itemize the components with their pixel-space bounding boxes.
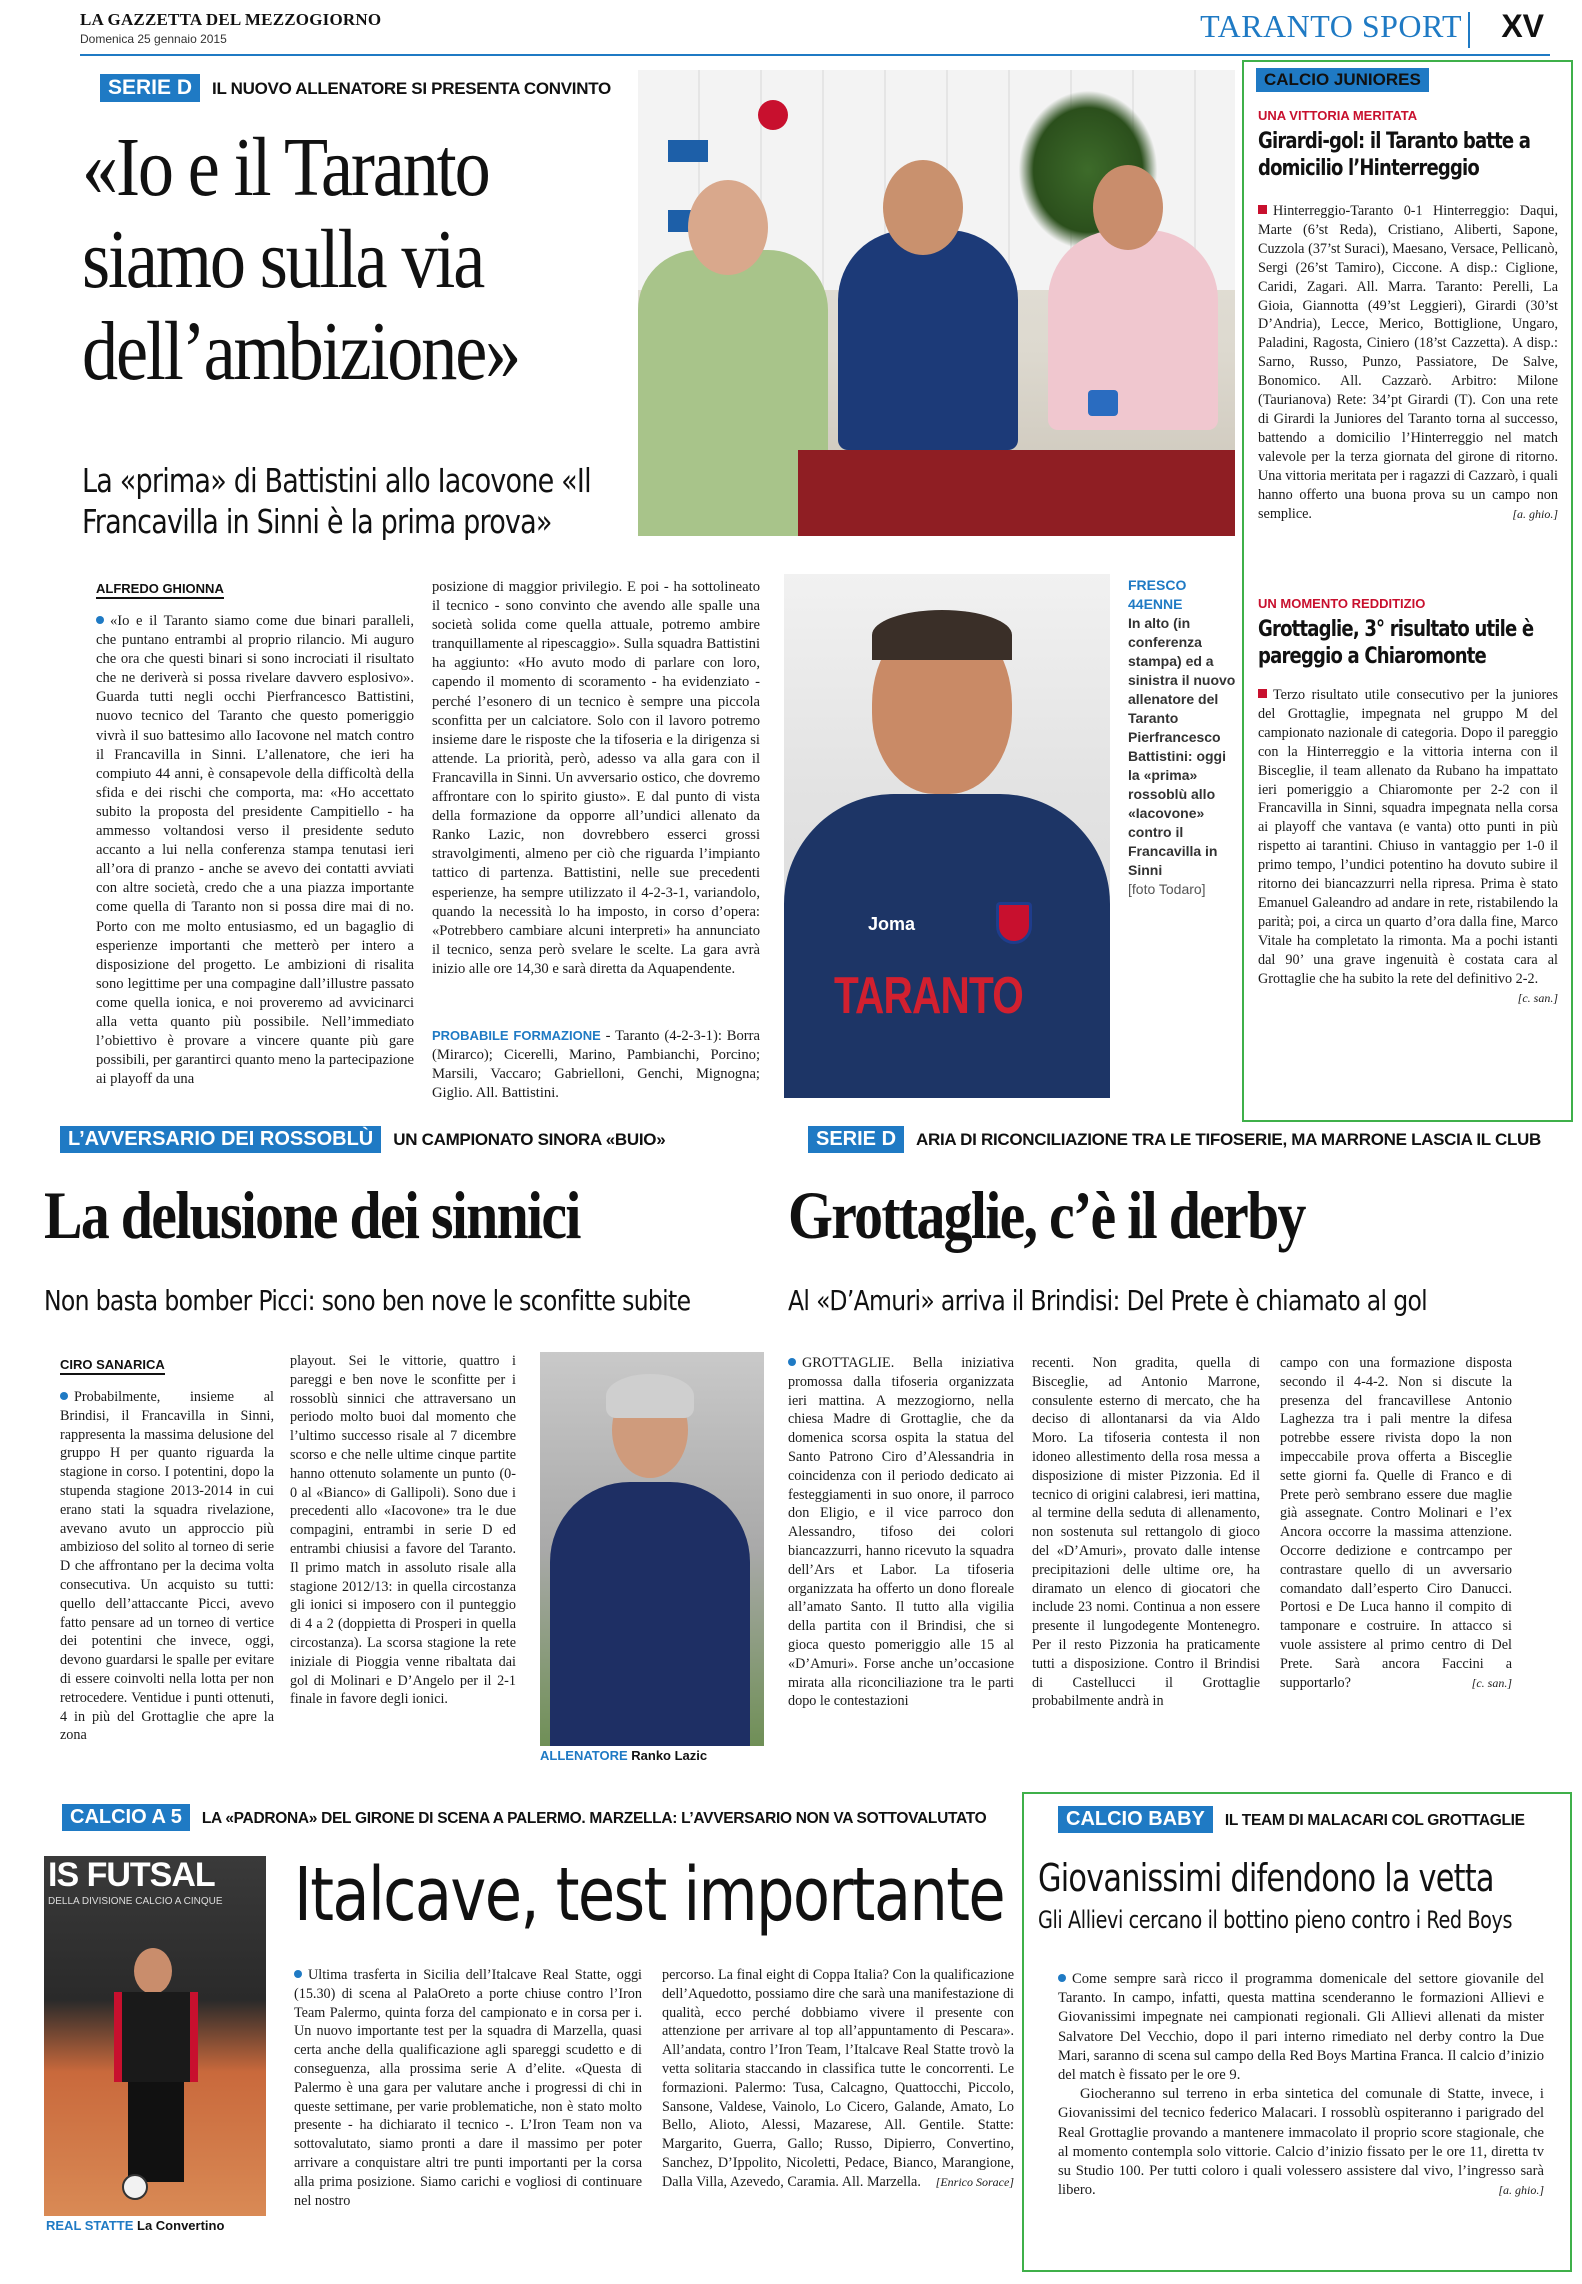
caption-credit: [foto Todaro] <box>1128 881 1206 897</box>
grottaglie-col2-text: recenti. Non gradita, quella di Bisceglie, ad Antonio Marrone, consulente esterno di mercato, che ha deciso di allontanarsi da via Aldo Moro. La tifoseria contesta il non idoneo allestimento della rosa messa a disposizione di mister Pizzonia. Ed il tecnico di origini calabresi, ieri mattina, al termine della seduta di allenamento, non sostenuta sul rettangolo di gioco del «D’Amuri», provato dalle intense precipitazioni delle ultime ore, ha diramato un elenco di giocatori che include 23 nomi. Continua a non essere presente il lungodegente Montenegro. Per il resto Pizzonia ha praticamente tutti a disposizione. Contro il Brindisi di Castellucci il Grottaglie probabilmente andrà in <box>1032 1355 1260 1710</box>
calcio5-column-1 <box>294 1966 642 2246</box>
caption-text: In alto (in conferenza stampa) ed a sinistra il nuovo allenatore del Taranto Pierfrancesco Battistini: oggi la «prima» rossoblù allo «Iacovone» contro il Francavilla in Sinni <box>1128 615 1236 878</box>
signature: [a. ghio.] <box>1512 506 1558 521</box>
sinnici-byline <box>60 1356 165 1375</box>
player-head <box>134 1948 172 1994</box>
grottaglie-column-2 <box>1032 1354 1260 1768</box>
juniores-box <box>1242 60 1573 1122</box>
lineup-label: PROBABILE FORMAZIONE <box>432 1028 601 1043</box>
lead-headline: «Io e il Taranto siamo sulla via dell’ambizione» <box>82 121 520 398</box>
baby-subhead: Gli Allievi cercano il bottino pieno contro i Red Boys <box>1038 1906 1513 1934</box>
calcio5-headline: Italcave, test importante <box>294 1852 1005 1938</box>
bullet-square-icon <box>1258 689 1267 698</box>
bullet-square-icon <box>1258 205 1267 214</box>
grottaglie-col3-text: campo con una formazione disposta secondo il 4-4-2. Non si discute la presenza del francavillese Antonio Laghezza tra i pali mentre la difesa potrebbe essere rivista dopo la non impeccabile prova offerta a Bisceglie sette giorni fa. Quelle di Franco e di Prete però sembrano essere due maglie già assegnate. Contro Molinari e l’ex Ancora occorre la massima attenzione. Occorre dedizione e contrcampo per contrastare quello di un avversario comandato dall’esperto Ciro Danucci. Portosi e De Luca hanno il compito di tamponare e costruire. In attacco si vuole assistere al primo centro di Del Prete. Sarà ancora Faccini a supportarlo? <box>1280 1355 1512 1691</box>
person-center-head <box>883 160 963 255</box>
bullet-dot-icon <box>96 616 104 624</box>
sinnici-subhead: Non basta bomber Picci: sono ben nove le sconfitte subite <box>44 1284 691 1317</box>
sinnici-kicker <box>60 1126 665 1153</box>
signature: [c. san.] <box>1517 990 1558 1005</box>
juniores-story1-headline: Girardi-gol: il Taranto batte a domicilio l’Hinterreggio <box>1258 129 1531 181</box>
portrait-hair <box>872 610 1012 660</box>
kicker-box: CALCIO BABY <box>1058 1806 1213 1833</box>
sinnici-col1-text: Probabilmente, insieme al Brindisi, il Francavilla in Sinni, rappresenta la massima delusione del gruppo H per quanto riguarda la stagione in corso. I potentini, dopo la stupenda stagione 2013-2014 in cui erano stati la squadra rivelazione, avevano avuto un approccio più ambizioso del solito al torneo di serie D che affrontano per la decima volta consecutiva. Un acquisto su tutti: quello dell’attaccante Picci, avevo fatto pensare ad un torneo di vertice dei potentini che invece, oggi, devono guardarsi le spalle per evitare di essere coinvolti nella lotta per non retrocedere. Ventidue i punti ottenuti, 4 in più del Grottaglie che apre la zona <box>60 1389 274 1744</box>
baby-paragraph-1 <box>1058 1970 1544 2085</box>
kicker-text: IL NUOVO ALLENATORE SI PRESENTA CONVINTO <box>212 79 611 98</box>
caption-name: Ranko Lazic <box>631 1748 708 1763</box>
baby-body2-text: Giocheranno sul terreno in erba sintetica del comunale di Statte, invece, i Giovanissimi del tecnico federico Malacari. I rossoblù ospiteranno i parigrado del Real Grottaglie provando a mantenere immacolato il proprio score stagionale, che al momento contempla solo vittorie. Calcio d’inizio fissato per le ore 11, diretta tv su Studio 100. Per tutti coloro i quali volessero assistere dal vivo, l’ingresso sarà libero. <box>1058 2086 1544 2199</box>
person-right-head <box>1093 165 1163 250</box>
juniores-story2-headline: Grottaglie, 3° risultato utile è pareggio a Chiaromonte <box>1258 617 1534 669</box>
ball-icon <box>122 2174 148 2200</box>
grottaglie-col1-text: GROTTAGLIE. Bella iniziativa promossa dalla tifoseria organizzata ieri mattina. A mezzogiorno, nella chiesa Madre di Grottaglie, che da domenica scorsa ospita la statua del Santo Patrono Ciro d’Alessandria in coincidenza con il periodo dedicato ai festeggiamenti in suo onore, il parroco don Eligio, e il vice parroco don Alessandro, tifoso dei colori biancazzurri, hanno ricevuto la squadra dell’Ars et Labor. La tifoseria organizzata ha offerto un dono floreale all’amato Santo. Il tutto alla vigilia della partita con il Brindisi, che si gioca questo pomeriggio alle 15 al «D’Amuri». Forse anche un’occasione mirata alla riconciliazione tra le parti dopo le contestazioni <box>788 1355 1014 1710</box>
baby-body1-text: Come sempre sarà ricco il programma domenicale del settore giovanile del Taranto. In campo, infatti, questa mattina scenderanno le formazioni Allievi e Giovanissimi impegnate nei campionati regionali. Gli Allievi allenati da mister Salvatore Del Vecchio, dopo il pari interno rimediato nel derby contro la Due Mari, saranno di scena sul campo della Red Boys Martina Franca. Il calcio d’inizio del match è fissato per le ore 9. <box>1058 1971 1544 2084</box>
juniores-story1-body <box>1258 202 1558 638</box>
calcio5-kicker <box>62 1804 986 1831</box>
grottaglie-column-3 <box>1280 1354 1512 1768</box>
lead-col1-text: «Io e il Taranto siamo come due binari paralleli, che puntano entrambi al proprio rilancio. Mi auguro che ora che questi binari si sono incrociati il risultato che ne deriverà si possa rivelare davvero esplosivo». Guarda tutti negli occhi Pierfrancesco Battistini, nuovo tecnico del Taranto che questo pomeriggio vivrà il suo battesimo allo Iacovone nel match contro il Francavilla in Sinni. L’allenatore, che ieri ha compiuto 44 anni, è consapevole della difficoltà della sfida e dei rischi che comporta, ma: «Ho accettato subito la proposta del presidente Campitiello - ha ammesso voltandosi verso il presidente seduto accanto a lui nella conferenza stampa tenutasi ieri all’ora di pranzo - anche se avevo dei contatti avviati con altre società, credo che a una piazza importante come quella di Taranto non si possa dire mai di no. Porto con me molto entusiasmo, ed un bagaglio di esperienze importanti che metterò per intero a disposizione del progetto. Le ambizioni di risalita sono legittime per una compagine dall’illustre passato come quella ionica, e noi proveremo ad avvicinarci alla vetta quanto più possibile. Nell’immediato l’obiettivo è provare a vincere quante più gare possibili, per garantirci quanto meno la partecipazione ai playoff da una <box>96 613 414 1088</box>
bullet-dot-icon <box>294 1970 302 1978</box>
bullet-dot-icon <box>788 1358 796 1366</box>
paper-name: LA GAZZETTA DEL MEZZOGIORNO <box>80 10 382 29</box>
juniores-story1-kicker: UNA VITTORIA MERITATA <box>1258 108 1418 123</box>
kicker-box: SERIE D <box>100 74 200 102</box>
lazic-hair <box>606 1374 694 1418</box>
futsal-photo <box>44 1856 266 2216</box>
press-conference-photo <box>638 70 1235 536</box>
caption-label: REAL STATTE <box>46 2218 134 2233</box>
press-table <box>798 450 1235 536</box>
portrait-caption <box>1128 576 1240 899</box>
jacket-brand: Joma <box>868 914 916 934</box>
signature: [c. san.] <box>1471 1675 1512 1690</box>
grottaglie-column-1 <box>788 1354 1014 1768</box>
caption-title: FRESCO 44ENNE <box>1128 577 1187 612</box>
baby-box <box>1022 1792 1572 2272</box>
sinnici-column-1 <box>60 1388 274 1768</box>
signature: [a. ghio.] <box>1498 2183 1544 2198</box>
person-left-head <box>688 180 768 275</box>
lineup-box <box>432 1026 760 1106</box>
masthead-rule <box>80 54 1550 56</box>
lead-kicker <box>100 74 611 102</box>
kicker-box: CALCIO A 5 <box>62 1804 190 1831</box>
baby-paragraph-2 <box>1058 2085 1544 2200</box>
bullet-dot-icon <box>60 1392 68 1400</box>
player-shirt <box>114 1992 198 2082</box>
kicker-box: L’AVVERSARIO DEI ROSSOBLÙ <box>60 1126 381 1153</box>
baby-headline: Giovanissimi difendono la vetta <box>1038 1856 1494 1900</box>
caption-label: ALLENATORE <box>540 1748 628 1763</box>
lead-column-2 <box>432 578 760 1008</box>
juniores-story2-kicker: UN MOMENTO REDDITIZIO <box>1258 596 1426 611</box>
club-crest-icon <box>996 902 1032 944</box>
lineup-text: - Taranto (4-2-3-1): Borra (Mirarco); Cicerelli, Marino, Pambianchi, Porcino; Marsili, Vaccaro; Gabrielloni, Genchi, Mignogna; Giglio. All. Battistini. <box>432 1028 760 1102</box>
bullet-dot-icon <box>1058 1974 1066 1982</box>
futsal-banner-sub: DELLA DIVISIONE CALCIO A CINQUE <box>48 1896 223 1907</box>
kicker-text: LA «PADRONA» DEL GIRONE DI SCENA A PALERMO. MARZELLA: L’AVVERSARIO NON VA SOTTOVALUTATO <box>201 1810 987 1827</box>
jacket-lettering: TARANTO <box>834 967 1024 1025</box>
person-center <box>838 230 1018 450</box>
calcio5-column-2 <box>662 1966 1014 2246</box>
lazic-caption <box>540 1748 707 1763</box>
section-divider <box>1468 12 1470 48</box>
kicker-text: IL TEAM DI MALACARI COL GROTTAGLIE <box>1224 1812 1525 1829</box>
grottaglie-headline: Grottaglie, c’è il derby <box>788 1177 1305 1253</box>
byline: CIRO SANARICA <box>60 1357 165 1375</box>
sinnici-column-2 <box>290 1352 516 1768</box>
kicker-text: ARIA DI RICONCILIAZIONE TRA LE TIFOSERIE, MA MARRONE LASCIA IL CLUB <box>916 1130 1541 1149</box>
baby-body <box>1058 1970 1544 2260</box>
lead-subhead: La «prima» di Battistini allo Iacovone «Il Francavilla in Sinni è la prima prova» <box>82 461 591 541</box>
section-title: TARANTO SPORT <box>1200 8 1462 44</box>
lead-column-1 <box>96 612 414 1104</box>
juniores-story1-text: Hinterreggio-Taranto 0-1 Hinterreggio: Daqui, Marte (6’st Reda), Cristiano, Aliberti, Sapone, Cuzzola (37’st Suraci), Maesano, Versace, Pellicanò, Sergi (26’st Tamiro), Ciccone. A disp.: Ciglione, Caridi, Zagari. All. Marra. Taranto: Perelli, La Gioia, Giannotta (49’st Leggieri), Girardi (30’st D’Andria), Lecce, Merico, Bottiglione, Ungaro, Paladini, Ragosta, Ciniero (18’st Cazzetta). A disp.: Sarno, Russo, Punzo, Passiatore, De Salve, Bonomico. All. Cazzarò. Arbitro: Milone (Taurianova) Rete: 34’pt Girardi (T). Con una rete di Girardi la Juniores del Taranto torna al successo, battendo a domicilio l’Hinterreggio nel match valevole per la terza giornata del girone di ritorno. Una vittoria meritata per i ragazzi di Cazzarò, i quali hanno offerto una buona prova su un campo non semplice. <box>1258 203 1558 522</box>
sinnici-col2-text: playout. Sei le vittorie, quattro i pareggi e ben nove le sconfitte per i rossoblù sinnici che attraversano un periodo molto buoi dal momento che l’ultimo successo risale al 7 dicembre scorso e che nelle ultime cinque partite hanno ottenuto solamente un punto (0-0 al «Bianco» di Gallipoli). Sono due i precedenti allo «Iacovone» tra le due compagini, entrambi in serie D ed entrambi chiusisi a favore del Taranto. Il primo match in assoluto risale alla stagione 2012/13: in quella circostanza gli ionici si imposero con il punteggio di 4 a 2 (doppietta di Prosperi in quella circostanza). La scorsa stagione la rete iniziale di Pioggia venne ribaltata dai gol di Molinari e D’Angelo per il 2-1 finale in favore degli ionici. <box>290 1353 516 1708</box>
grottaglie-subhead: Al «D’Amuri» arriva il Brindisi: Del Prete è chiamato al gol <box>788 1284 1428 1317</box>
baby-kicker <box>1058 1806 1525 1833</box>
calcio5-col1-text: Ultima trasferta in Sicilia dell’Italcave Real Statte, oggi (15.30) di scena al PalaOreto a porte chiuse contro l’Iron Team Palermo, quinta forza del campionato e in corsa per i. Un nuovo importante test per la squadra di Marzella, quasi certa anche della qualificazione agli spareggi scudetto e di conseguenza, alla prossima serie A d’elite. «Questa di Palermo è una gara per valutare anche i progressi di chi in queste settimane, per varie problematiche, non è stato molto presente - ha dichiarato il tecnico -. L’Iron Team non va sottovalutato, siamo pronti a dare il massimo per poter arrivare a conquistare altri tre punti importanti per la corsa alla prima posizione. Siamo carichi e vogliosi di continuare nel nostro <box>294 1967 642 2209</box>
futsal-caption <box>46 2218 224 2233</box>
sponsor-logo <box>758 100 788 130</box>
lead-byline <box>96 580 224 599</box>
juniores-header <box>1256 68 1429 92</box>
player-legs <box>128 2082 184 2182</box>
coach-portrait-photo <box>784 574 1110 1098</box>
juniores-header-label: CALCIO JUNIORES <box>1264 70 1421 89</box>
lazic-jacket <box>550 1482 750 1746</box>
signature: [Enrico Sorace] <box>935 2174 1014 2189</box>
byline: ALFREDO GHIONNA <box>96 581 224 599</box>
grottaglie-kicker <box>808 1126 1541 1153</box>
issue-date: Domenica 25 gennaio 2015 <box>80 32 227 46</box>
kicker-text: UN CAMPIONATO SINORA «BUIO» <box>393 1130 666 1149</box>
masthead <box>80 8 1550 58</box>
microphone <box>1088 390 1118 416</box>
lead-col2-text: posizione di maggior privilegio. E poi - ha sottolineato il tecnico - sono convinto che avendo alle spalle una società solida come quella attuale, potremo ambire tranquillamente al ripescaggio». Sulla squadra Battistini ha aggiunto: «Ho avuto modo di parlare con loro, capendo il momento di scoramento - ha evidenziato - perché l’esonero di un tecnico è sempre una piccola sconfitta per un calciatore. Solo con il lavoro potremo insieme dare le risposte che la tifoseria e la dirigenza si attende. La priorità, però, adesso va alla gara con il Francavilla in Sinni. Un avversario ostico, che dovremo affrontare con lo spirito giusto». E dal punto di vista della formazione da opporre all’undici allenato da Ranko Lazic, non dovrebbero esserci grossi stravolgimenti, almeno per ciò che riguarda l’impianto tattico di partenza. Battistini, nelle sue precedenti esperienze, ha sempre utilizzato il 4-2-3-1, variandolo, quando la necessità lo ha imposto, in corso d’opera: «Potrebbero cambiare alcuni interpreti» ha annunciato il tecnico, senza però svelare le scelte. La gara avrà inizio alle ore 14,30 e sarà diretta da Aquapendente. <box>432 579 760 977</box>
person-right <box>1048 230 1218 430</box>
juniores-story2-body <box>1258 686 1558 1116</box>
lazic-photo <box>540 1352 764 1746</box>
sponsor-logo <box>668 140 708 162</box>
portrait-jacket <box>784 794 1110 1098</box>
juniores-story2-text: Terzo risultato utile consecutivo per la juniores del Grottaglie, impegnata nel gruppo M del campionato nazionale di categoria. Dopo il pareggio con la Hinterreggio e la vittoria interna con il Bisceglie, il team allenato da Rubano ha impattato ieri pomeriggio a Chiaromonte per 2-2 con il Francavilla in Sinni, squadra impegnata nella corsa ai playoff che vantava (e vanta) otto punti in più rispetto ai tarantini. Chiuso in vantaggio per 1-0 il primo tempo, l’undici potentino ha dovuto subire il ritorno dei biancazzurri nella ripresa. Prima è stato Emanuel Galeandro ad andare in rete, ristabilendo la parità; poi, a circa un quarto d’ora dalla fine, Marco Vitale ha completato la rimonta. Ma a pochi istanti dal 90’ una grave ingenuità è costata cara al Grottaglie che ha subito la rete del definitivo 2-2. <box>1258 687 1558 987</box>
sinnici-headline: La delusione dei sinnici <box>44 1177 580 1253</box>
futsal-banner: IS FUTSAL <box>48 1856 215 1894</box>
page-number: XV <box>1501 8 1544 44</box>
kicker-box: SERIE D <box>808 1126 904 1153</box>
calcio5-col2-text: percorso. La final eight di Coppa Italia? Con la qualificazione dell’Aquedotto, possiamo dire che sarà una manifestazione di qualità, ecco perché dobbiamo vivere il presente con attenzione per arrivare al top all’appuntamento di Pescara». All’andata, contro l’Iron Team, l’Italcave Real Statte trovò la vetta solitaria staccando in classifica tutte le concorrenti. Le formazioni. Palermo: Tusa, Calcagno, Quattocchi, Piccolo, Sansone, Valdese, Vainolo, Lo Cicero, Galande, Amato, Lo Bello, Alioto, Alessi, Mazarese, All. Gentile. Statte: Margarito, Guerra, Gallo; Russo, Dipierro, Convertino, Sanchez, D’Ippolito, Nicoletti, Pedace, Bianco, Marangione, Dalla Villa, Azevedo, Caramia. All. Marzella. <box>662 1967 1014 2190</box>
caption-name: La Convertino <box>137 2218 225 2233</box>
